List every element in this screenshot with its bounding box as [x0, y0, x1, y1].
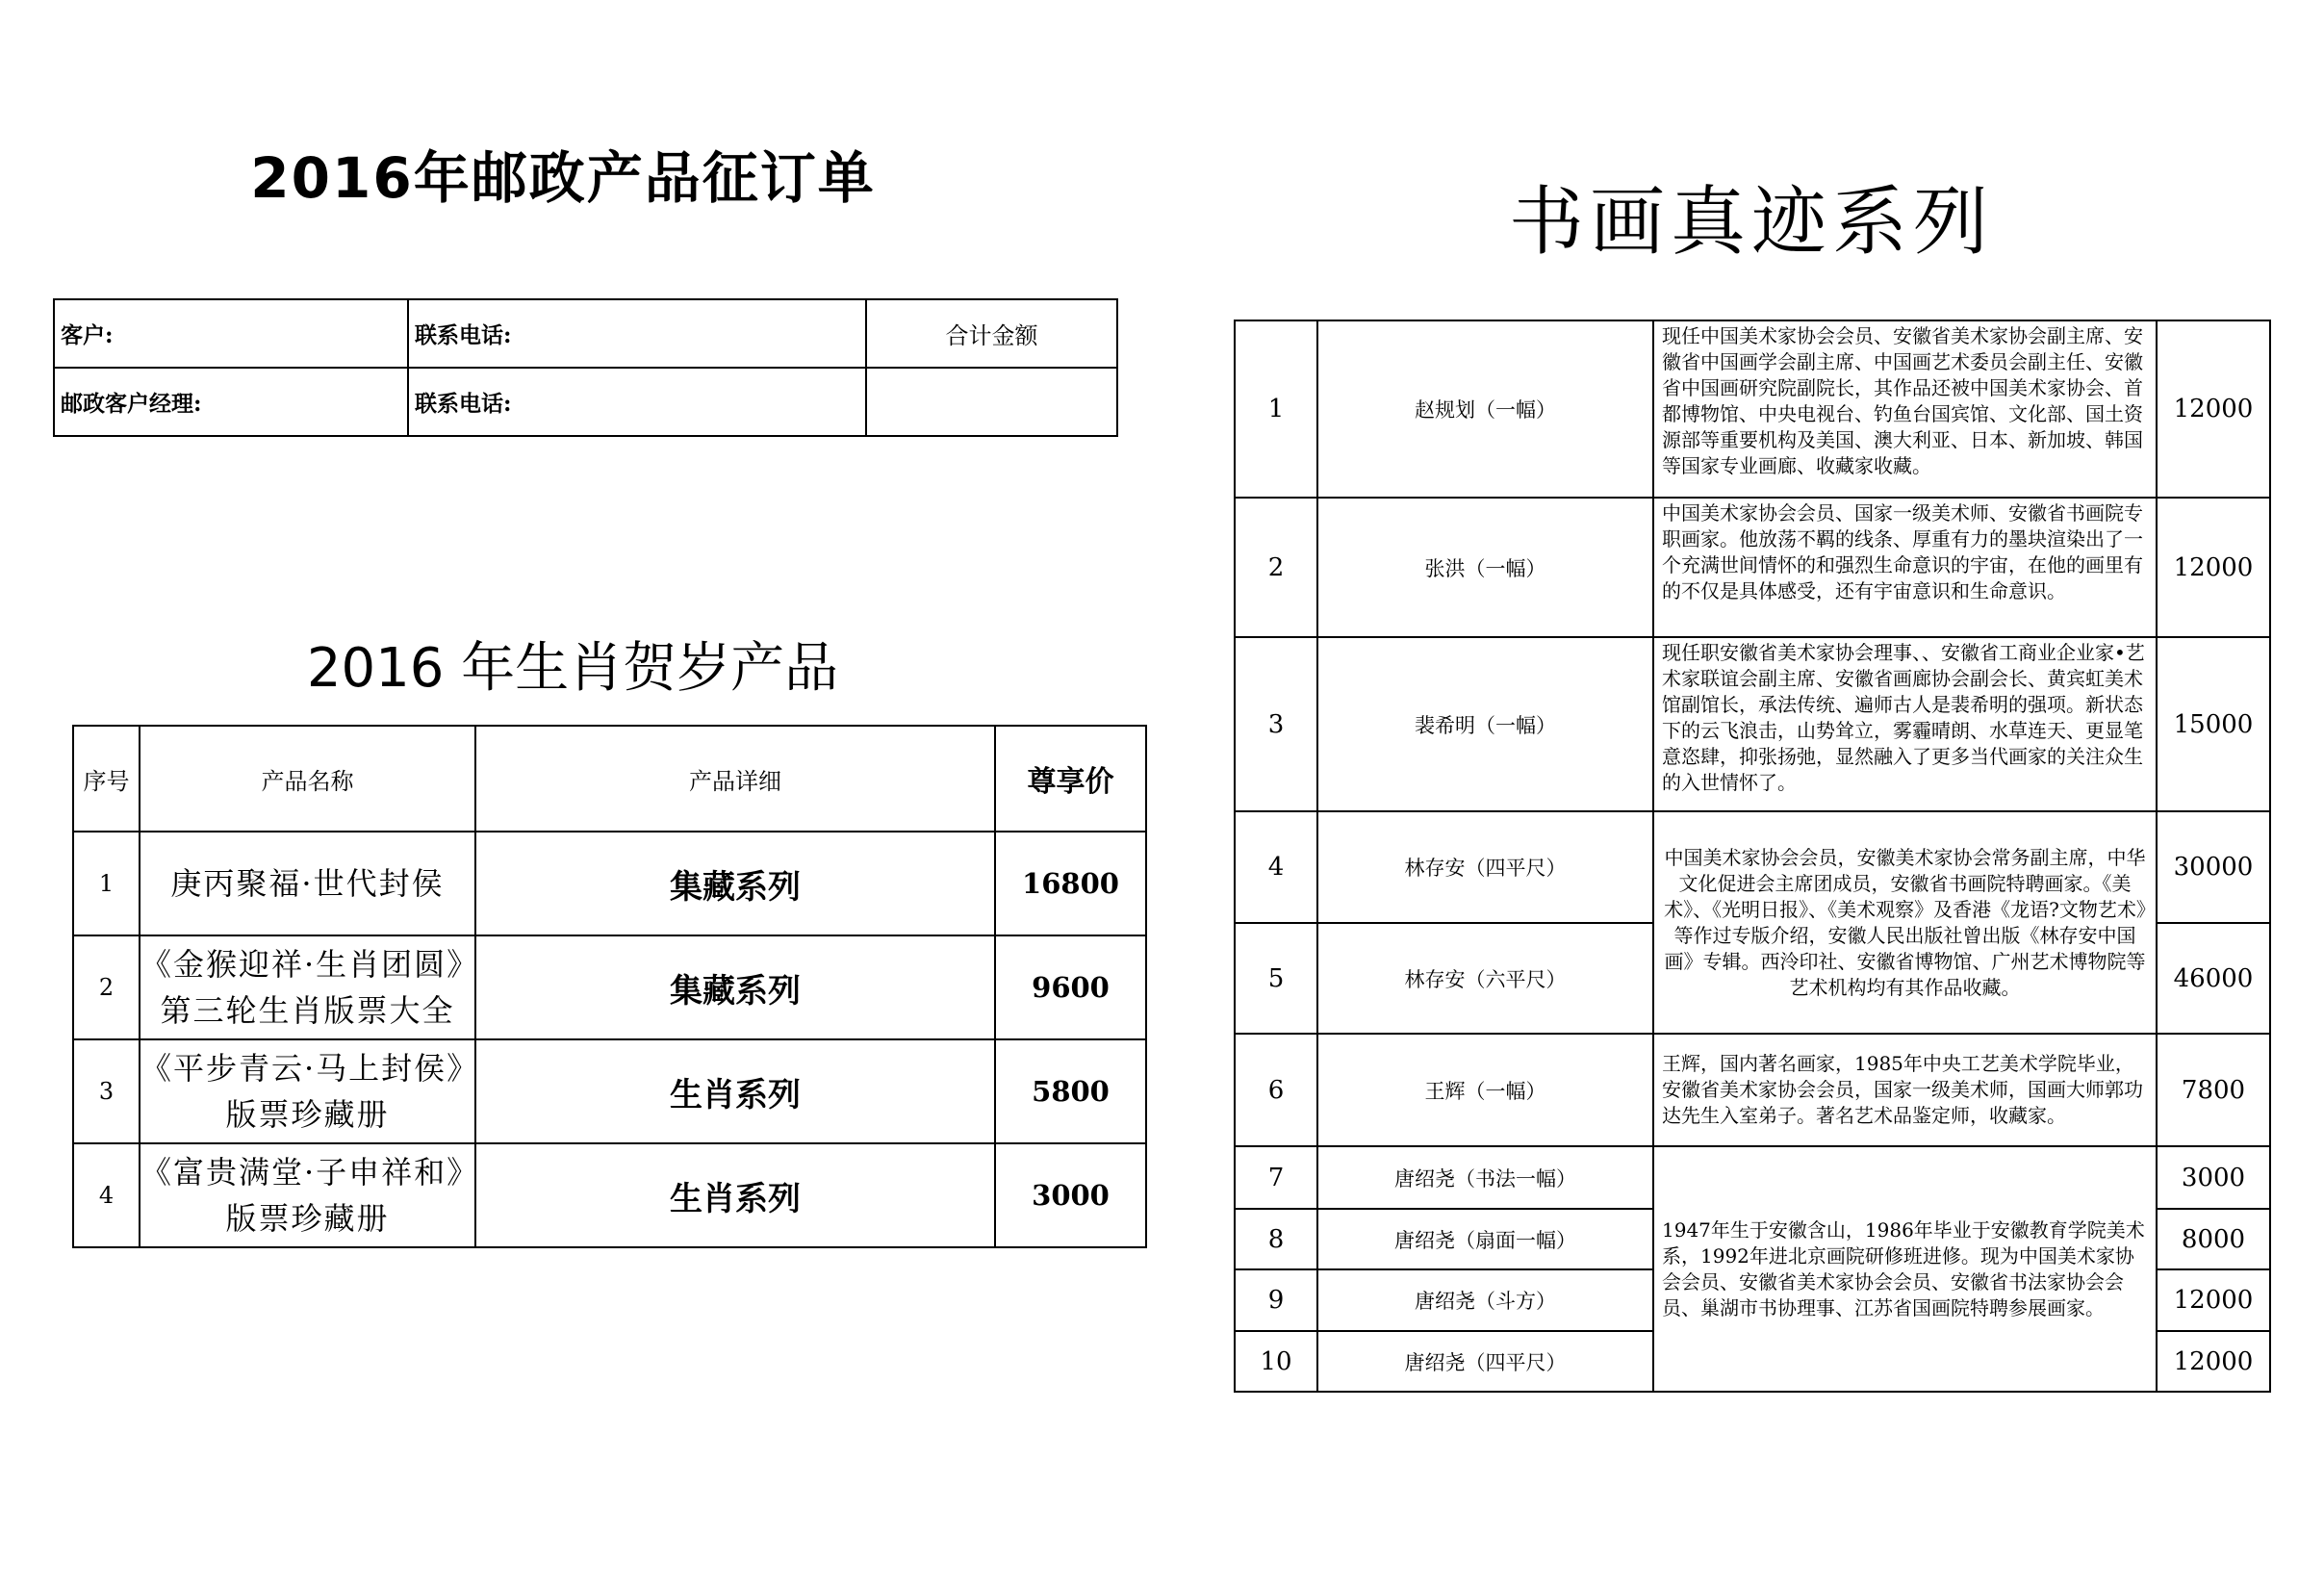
- artist-name: 唐绍尧（斗方）: [1317, 1269, 1653, 1331]
- row-index: 3: [1235, 637, 1317, 811]
- table-row: [1235, 320, 2270, 498]
- product-name: [140, 1143, 480, 1247]
- table-row: [73, 1143, 1146, 1247]
- row-index: 4: [73, 1143, 140, 1247]
- row-index: 7: [1235, 1146, 1317, 1209]
- product-name: [140, 935, 480, 1039]
- artist-description-text: 现任中国美术家协会会员、安徽省美术家协会副主席、安徽省中国画学会副主席、中国画艺术委员会副主任、安徽省中国画研究院副院长，其作品还被中国美术家协会、首都博物馆、中央电视台、钓鱼台国宾馆、文化部、国土资源部等重要机构及美国、澳大利亚、日本、新加坡、韩国等国家专业画廊、收藏家收藏。: [1662, 324, 2143, 477]
- artwork-price: 12000: [2157, 1269, 2270, 1331]
- artist-description-text: 王辉，国内著名画家，1985年中央工艺美术学院毕业，安徽省美术家协会会员，国家一级美术师，国画大师郭功达先生入室弟子。著名艺术品鉴定师，收藏家。: [1662, 1052, 2143, 1127]
- artist-name: 唐绍尧（扇面一幅）: [1317, 1209, 1653, 1269]
- row-index: 8: [1235, 1209, 1317, 1269]
- page-title: 2016年邮政产品征订单: [250, 145, 876, 211]
- product-price: 16800: [995, 832, 1146, 935]
- artwork-price: 7800: [2157, 1034, 2270, 1146]
- row-index: 5: [1235, 923, 1317, 1034]
- artwork-price: 30000: [2157, 811, 2270, 923]
- product-series: 生肖系列: [475, 1039, 995, 1143]
- total-amount-value[interactable]: [866, 368, 1117, 436]
- artist-name: 赵规划（一幅）: [1317, 320, 1653, 498]
- product-price: 5800: [995, 1039, 1146, 1143]
- header-name: 产品名称: [140, 726, 475, 832]
- product-name-line: 版票珍藏册: [225, 1200, 390, 1237]
- product-price: 3000: [995, 1143, 1146, 1247]
- artist-name: 唐绍尧（四平尺）: [1317, 1331, 1653, 1392]
- header-index: 序号: [73, 726, 140, 832]
- manager-phone-field[interactable]: 联系电话:: [408, 368, 866, 436]
- artwork-price: 46000: [2157, 923, 2270, 1034]
- table-row: [1235, 1146, 2270, 1209]
- zodiac-products-table: [72, 725, 1147, 1248]
- table-row: [1235, 637, 2270, 811]
- zodiac-section-title: 2016 年生肖贺岁产品: [306, 637, 839, 700]
- artist-description: [1653, 637, 2157, 811]
- product-name: [140, 1039, 480, 1143]
- row-index: 2: [73, 935, 140, 1039]
- artist-name: 林存安（四平尺）: [1317, 811, 1653, 923]
- artwork-price: 12000: [2157, 320, 2270, 498]
- artist-name: 王辉（一幅）: [1317, 1034, 1653, 1146]
- artist-description-text: 现任职安徽省美术家协会理事、、安徽省工商业企业家•艺术家联谊会副主席、安徽省画廊协会副会长、黄宾虹美术馆副馆长，承法传统、遍师古人是裴希明的强项。新状态下的云飞浪击，山势耸立，雾霾晴朗、水草连天、更显笔意恣肆，抑张扬弛，显然融入了更多当代画家的关注众生的入世情怀了。: [1662, 641, 2145, 794]
- artist-description: [1653, 1146, 2157, 1392]
- product-name: [140, 832, 475, 935]
- row-index: 9: [1235, 1269, 1317, 1331]
- artist-description: [1653, 811, 2157, 1034]
- artwork-price: 3000: [2157, 1146, 2270, 1209]
- artist-description: [1653, 320, 2157, 498]
- artist-name: 唐绍尧（书法一幅）: [1317, 1146, 1653, 1209]
- artist-description-text: 中国美术家协会会员，安徽美术家协会常务副主席，中华文化促进会主席团成员，安徽省书画院特聘画家。《美术》、《光明日报》、《美术观察》及香港《龙语?文物艺术》等作过专版介绍，安徽人民出版社曾出版《林存安中国画》专辑。西泠印社、安徽省博物馆、广州艺术博物院等艺术机构均有其作品收藏。: [1664, 845, 2146, 999]
- row-index: 1: [73, 832, 140, 935]
- row-index: 4: [1235, 811, 1317, 923]
- row-index: 2: [1235, 498, 1317, 637]
- order-row-manager: [54, 368, 1117, 436]
- product-name-line: 庚丙聚福·世代封侯: [170, 865, 445, 902]
- artist-name: 张洪（一幅）: [1317, 498, 1653, 637]
- row-index: 1: [1235, 320, 1317, 498]
- artist-name: 裴希明（一幅）: [1317, 637, 1653, 811]
- product-name-line: 《金猴迎祥·生肖团圆》: [140, 946, 480, 983]
- product-series: 生肖系列: [475, 1143, 995, 1247]
- order-row-customer: [54, 299, 1117, 368]
- header-detail: 产品详细: [475, 726, 995, 832]
- artwork-price: 15000: [2157, 637, 2270, 811]
- order-form-table: [53, 298, 1118, 437]
- artist-description-text: 1947年生于安徽含山，1986年毕业于安徽教育学院美术系，1992年进北京画院研修班进修。现为中国美术家协会会员、安徽省美术家协会会员、安徽省书法家协会会员、巢湖市书协理事、江苏省国画院特聘参展画家。: [1662, 1217, 2145, 1319]
- phone-field[interactable]: 联系电话:: [408, 299, 866, 368]
- calligraphy-series-table: [1234, 320, 2271, 1393]
- header-price: 尊享价: [995, 726, 1146, 832]
- product-series: 集藏系列: [475, 832, 995, 935]
- product-series: 集藏系列: [475, 935, 995, 1039]
- row-index: 10: [1235, 1331, 1317, 1392]
- product-name-line: 《平步青云·马上封侯》: [140, 1050, 480, 1087]
- artist-name: 林存安（六平尺）: [1317, 923, 1653, 1034]
- table-row: [73, 1039, 1146, 1143]
- table-header-row: [73, 726, 1146, 832]
- artist-description-text: 中国美术家协会会员、国家一级美术师、安徽省书画院专职画家。他放荡不羁的线条、厚重有力的墨块渲染出了一个充满世间情怀的和强烈生命意识的宇宙，在他的画里有的不仅是具体感受，还有宇宙意识和生命意识。: [1662, 501, 2143, 602]
- artist-description: [1653, 1034, 2157, 1146]
- product-name-line: 第三轮生肖版票大全: [160, 992, 455, 1029]
- customer-field[interactable]: 客户:: [54, 299, 408, 368]
- table-row: [1235, 811, 2270, 923]
- artwork-price: 12000: [2157, 1331, 2270, 1392]
- row-index: 6: [1235, 1034, 1317, 1146]
- table-row: [1235, 1034, 2270, 1146]
- total-amount-label: 合计金额: [866, 299, 1117, 368]
- calligraphy-series-title: 书画真迹系列: [1508, 179, 1994, 266]
- product-name-line: 版票珍藏册: [225, 1096, 390, 1133]
- artist-description: [1653, 498, 2157, 637]
- table-row: [73, 935, 1146, 1039]
- product-price: 9600: [995, 935, 1146, 1039]
- product-name-line: 《富贵满堂·子申祥和》: [140, 1154, 480, 1191]
- table-row: [73, 832, 1146, 935]
- artwork-price: 12000: [2157, 498, 2270, 637]
- table-row: [1235, 498, 2270, 637]
- manager-field[interactable]: 邮政客户经理:: [54, 368, 408, 436]
- artwork-price: 8000: [2157, 1209, 2270, 1269]
- row-index: 3: [73, 1039, 140, 1143]
